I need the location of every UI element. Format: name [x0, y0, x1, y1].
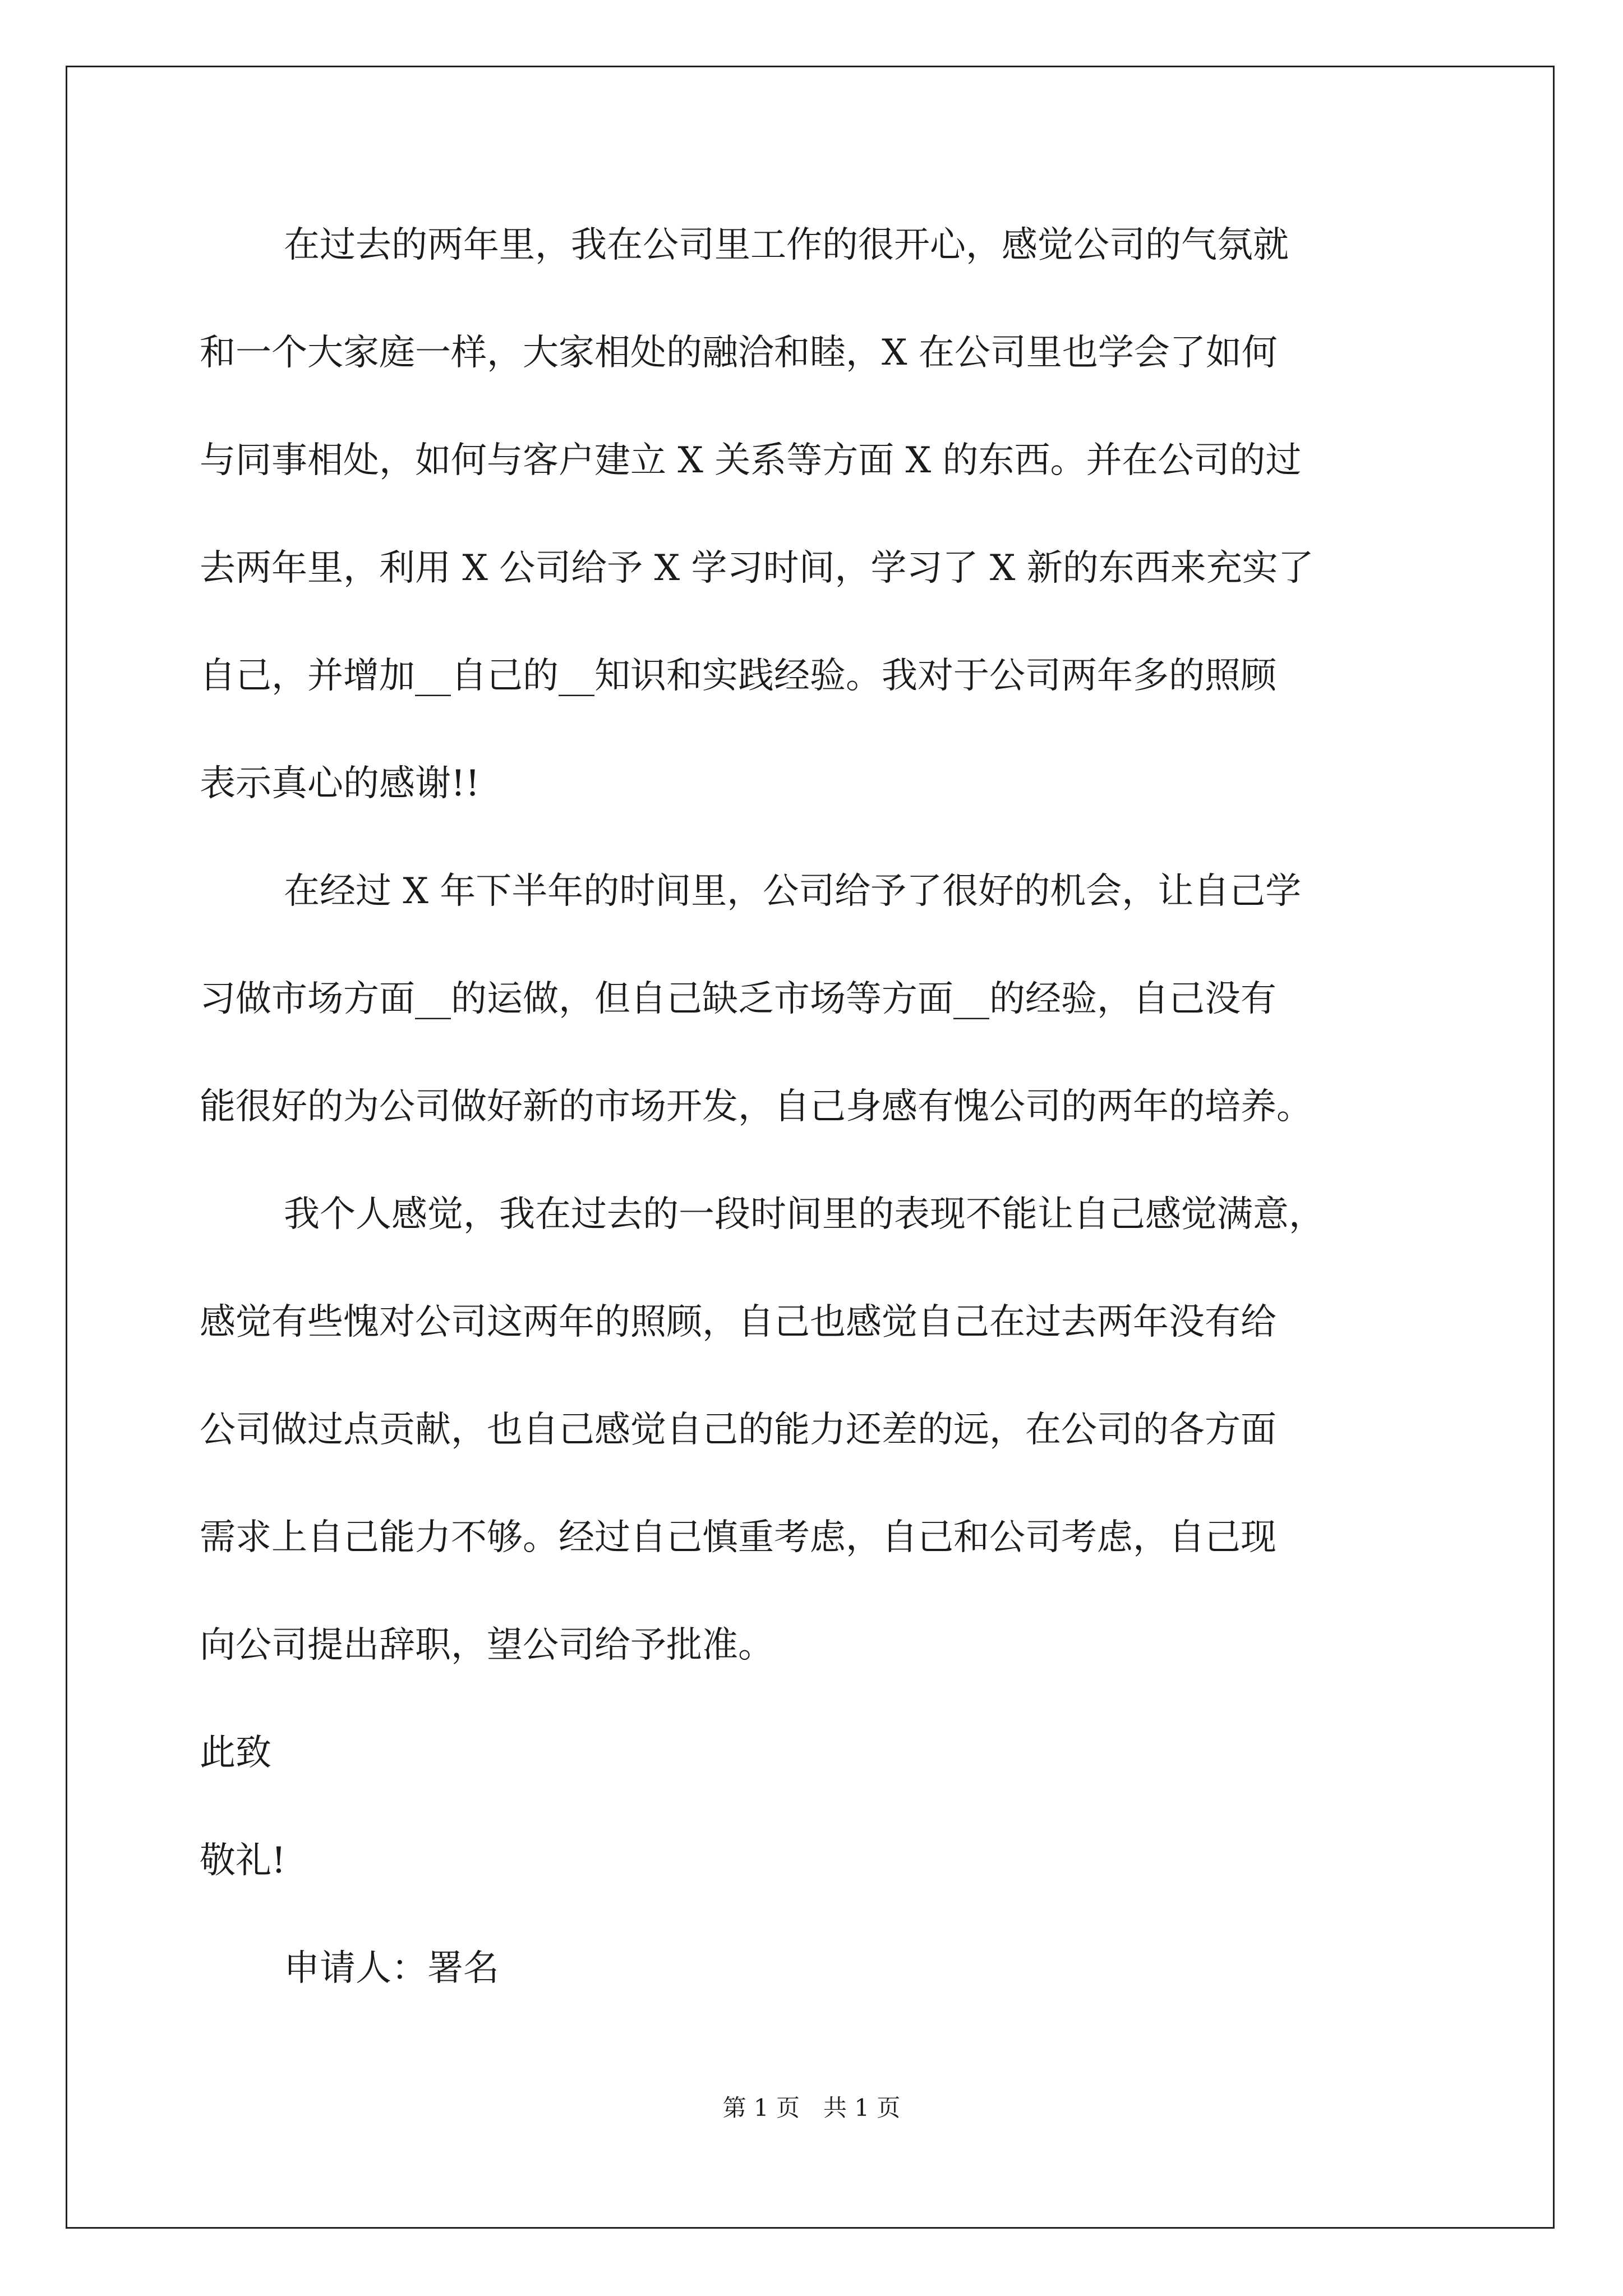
paragraph-1-line-1: 在过去的两年里，我在公司里工作的很开心，感觉公司的气氛就: [284, 224, 1289, 266]
paragraph-1-line-2: 和一个大家庭一样，大家相处的融洽和睦，X 在公司里也学会了如何: [200, 332, 1278, 374]
paragraph-2-line-3: 能很好的为公司做好新的市场开发，自己身感有愧公司的两年的培养。: [200, 1086, 1312, 1128]
paragraph-1-line-6: 表示真心的感谢!!: [200, 763, 480, 804]
paragraph-3-line-2: 感觉有些愧对公司这两年的照顾，自己也感觉自己在过去两年没有给: [200, 1301, 1276, 1343]
paragraph-2-line-2: 习做市场方面__的运做，但自己缺乏市场等方面__的经验，自己没有: [200, 978, 1276, 1020]
page-border: [66, 66, 1555, 2229]
page-footer: 第 1 页 共 1 页: [722, 2094, 901, 2122]
paragraph-3-line-3: 公司做过点贡献，也自己感觉自己的能力还差的远，在公司的各方面: [200, 1409, 1276, 1451]
paragraph-1-line-3: 与同事相处，如何与客户建立 X 关系等方面 X 的东西。并在公司的过: [200, 440, 1302, 481]
paragraph-3-line-5: 向公司提出辞职，望公司给予批准。: [200, 1625, 774, 1666]
paragraph-2-line-1: 在经过 X 年下半年的时间里，公司给予了很好的机会，让自己学: [284, 871, 1302, 912]
paragraph-1-line-4: 去两年里，利用 X 公司给予 X 学习时间，学习了 X 新的东西来充实了: [200, 547, 1314, 589]
paragraph-3-line-1: 我个人感觉，我在过去的一段时间里的表现不能让自己感觉满意，: [284, 1194, 1325, 1235]
closing-salutation: 此致: [200, 1732, 271, 1774]
applicant-signature: 申请人：署名: [284, 1948, 499, 1989]
closing-regards: 敬礼!: [200, 1840, 286, 1881]
paragraph-1-line-5: 自己，并增加__自己的__知识和实践经验。我对于公司两年多的照顾: [200, 655, 1276, 697]
paragraph-3-line-4: 需求上自己能力不够。经过自己慎重考虑，自己和公司考虑，自己现: [200, 1517, 1276, 1558]
